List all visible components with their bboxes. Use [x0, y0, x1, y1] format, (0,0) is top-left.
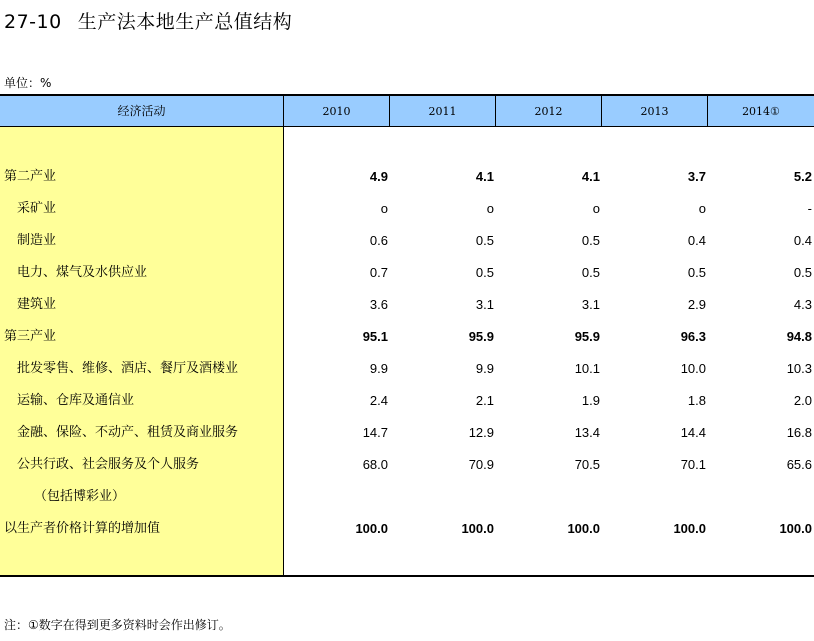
table-row — [0, 513, 814, 545]
cell-value: 10.0 — [680, 361, 706, 376]
header-year-2010: 2010 — [284, 96, 390, 127]
cell-value: 0.4 — [793, 233, 812, 248]
table-row — [0, 257, 814, 289]
cell-value: 1.8 — [687, 393, 706, 408]
header-year-2012: 2012 — [496, 96, 602, 127]
cell-value: 0.5 — [475, 233, 494, 248]
row-label: （包括博彩业） — [34, 489, 126, 504]
cell-value: 2.9 — [687, 297, 706, 312]
row-label: 金融、保险、不动产、租赁及商业服务 — [17, 425, 239, 440]
row-label: 电力、煤气及水供应业 — [17, 265, 148, 280]
cell-value: 70.9 — [468, 457, 494, 472]
table-row — [0, 289, 814, 321]
table-title: 生产法本地生产总值结构 — [77, 11, 293, 33]
cell-value: 0.5 — [475, 265, 494, 280]
row-label: 第三产业 — [4, 329, 57, 344]
cell-value: 4.1 — [475, 169, 494, 184]
row-label: 批发零售、维修、酒店、餐厅及酒楼业 — [17, 361, 239, 376]
cell-value: 9.9 — [369, 361, 388, 376]
cell-value: 9.9 — [475, 361, 494, 376]
cell-value: 3.1 — [581, 297, 600, 312]
cell-value: 4.3 — [793, 297, 812, 312]
row-label: 公共行政、社会服务及个人服务 — [17, 457, 200, 472]
cell-value: 3.1 — [475, 297, 494, 312]
cell-value: 4.9 — [369, 169, 388, 184]
cell-value: 70.1 — [680, 457, 706, 472]
cell-value: o — [486, 201, 494, 216]
page-title — [4, 7, 292, 34]
cell-value: 13.4 — [574, 425, 600, 440]
header-year-2013: 2013 — [602, 96, 708, 127]
cell-value: 0.5 — [793, 265, 812, 280]
unit-label: 单位：% — [4, 76, 52, 90]
cell-value: 14.7 — [362, 425, 388, 440]
cell-value: 3.6 — [369, 297, 388, 312]
cell-value: 14.4 — [680, 425, 706, 440]
cell-value: 12.9 — [468, 425, 494, 440]
row-label: 制造业 — [17, 233, 57, 248]
header-activity: 经济活动 — [0, 96, 284, 127]
cell-value: o — [592, 201, 600, 216]
cell-value: 0.7 — [369, 265, 388, 280]
table-bottom-border — [0, 575, 814, 577]
cell-value: 100.0 — [779, 521, 812, 536]
cell-value: 4.1 — [581, 169, 600, 184]
table-number: 27-10 — [4, 11, 62, 33]
cell-value: 95.9 — [468, 329, 494, 344]
cell-value: 100.0 — [673, 521, 706, 536]
table-row — [0, 385, 814, 417]
cell-value: 70.5 — [574, 457, 600, 472]
cell-value: 2.1 — [475, 393, 494, 408]
table-row — [0, 449, 814, 481]
cell-value: 65.6 — [786, 457, 812, 472]
cell-value: 0.4 — [687, 233, 706, 248]
cell-value: 0.6 — [369, 233, 388, 248]
header-year-2014: 2014① — [742, 105, 780, 118]
cell-value: 95.9 — [574, 329, 600, 344]
table-row — [0, 417, 814, 449]
footnote: 注：①数字在得到更多资料时会作出修订。 — [4, 618, 231, 632]
table-row — [0, 161, 814, 193]
cell-value: 0.5 — [581, 233, 600, 248]
data-table — [0, 94, 814, 577]
header-year-2011: 2011 — [390, 96, 496, 127]
row-label: 以生产者价格计算的增加值 — [4, 521, 161, 536]
table-row — [0, 481, 814, 513]
cell-value: 2.0 — [793, 393, 812, 408]
cell-value: o — [380, 201, 388, 216]
cell-value: 5.2 — [793, 169, 812, 184]
cell-value: 10.1 — [574, 361, 600, 376]
row-label: 建筑业 — [17, 297, 57, 312]
row-label: 第二产业 — [4, 169, 57, 184]
table-row — [0, 225, 814, 257]
cell-value: - — [807, 201, 812, 216]
table-row — [0, 321, 814, 353]
cell-value: 68.0 — [362, 457, 388, 472]
cell-value: 3.7 — [687, 169, 706, 184]
table-header — [0, 94, 814, 127]
cell-value: 95.1 — [362, 329, 388, 344]
table-row — [0, 193, 814, 225]
cell-value: 96.3 — [680, 329, 706, 344]
cell-value: 94.8 — [786, 329, 812, 344]
cell-value: 2.4 — [369, 393, 388, 408]
cell-value: 16.8 — [786, 425, 812, 440]
cell-value: 1.9 — [581, 393, 600, 408]
cell-value: 100.0 — [567, 521, 600, 536]
row-label: 运输、仓库及通信业 — [17, 393, 135, 408]
cell-value: o — [698, 201, 706, 216]
cell-value: 100.0 — [355, 521, 388, 536]
row-label: 采矿业 — [17, 201, 57, 216]
table-row — [0, 353, 814, 385]
cell-value: 10.3 — [786, 361, 812, 376]
cell-value: 0.5 — [581, 265, 600, 280]
cell-value: 100.0 — [461, 521, 494, 536]
cell-value: 0.5 — [687, 265, 706, 280]
